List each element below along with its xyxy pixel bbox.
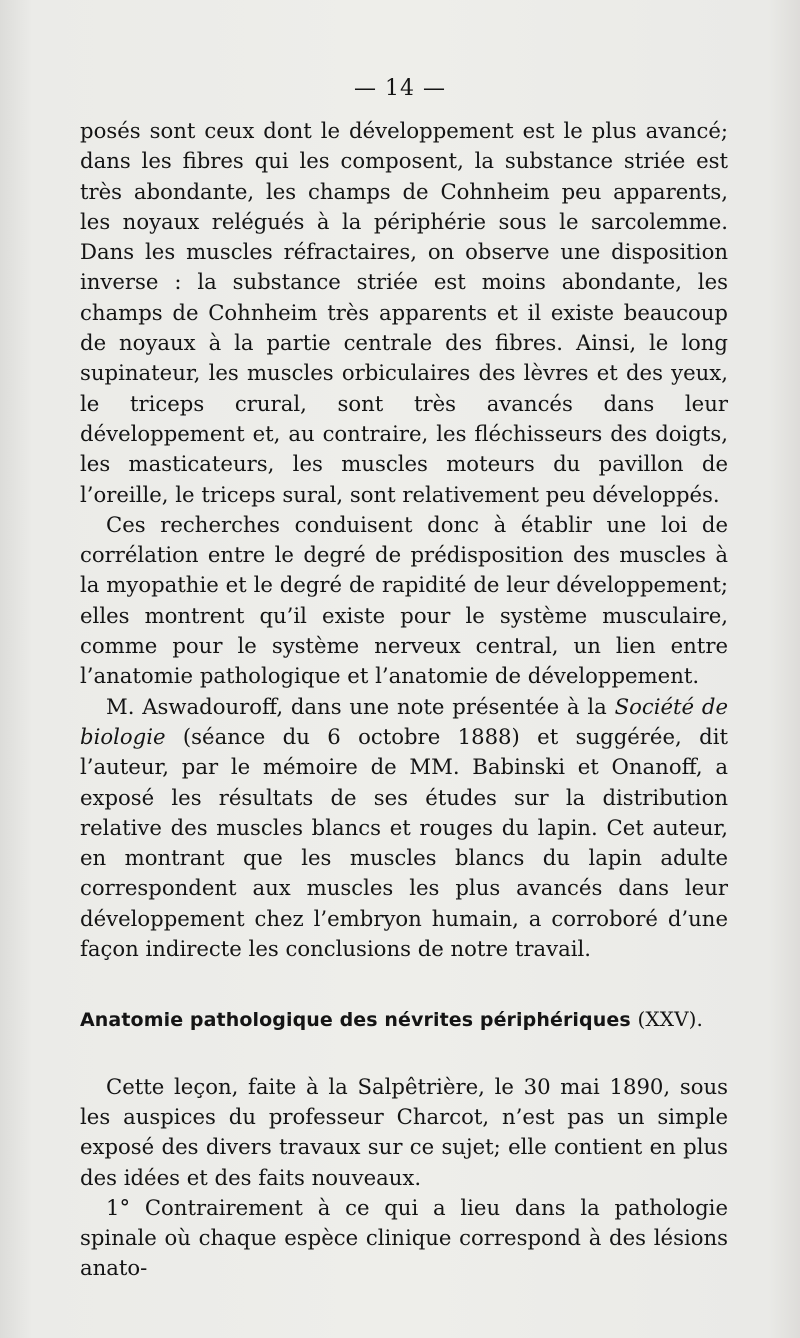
paragraph-aswadouroff [80,692,728,965]
society-name: Société de biologie [80,693,728,749]
page-number: — 14 — [354,76,446,101]
section-heading-reference: (XXV). [637,1007,703,1032]
section-heading-title: Anatomie pathologique des névrites périphériques [80,1009,631,1032]
paragraph-point-one: 1° Contrairement à ce qui a lieu dans la pathologie spinale où chaque espèce clinique correspond à des lésions anato- [80,1194,728,1281]
paragraph-aswadouroff-end: (séance du 6 octobre 1888) et suggérée, dit l’auteur, par le mémoire de MM. Babinski et Onanoff, a exposé les résultats de ses études sur la distribution relative des muscles blancs et rouges du lapin. Cet auteur, en montrant que les muscles blancs du lapin adulte correspondent aux muscles les plus avancés dans leur développement chez l’embryon humain, a corroboré d’une façon indirecte les conclusions de notre travail. [80,723,728,962]
paragraph-muscle-development: posés sont ceux dont le développement est le plus avancé; dans les fibres qui les composent, la substance striée est très abondante, les champs de Cohnheim peu apparents, les noyaux relégués à la périphérie sous le sarcolemme. Dans les muscles réfractaires, on observe une disposition inverse : la substance striée est moins abondante, les champs de Cohnheim très apparents et il existe beaucoup de noyaux à la partie centrale des fibres. Ainsi, le long supinateur, les muscles orbiculaires des lèvres et des yeux, le triceps crural, sont très avancés dans leur développement et, au contraire, les fléchisseurs des doigts, les masticateurs, les muscles moteurs du pavillon de l’oreille, le triceps sural, sont relativement peu développés. [80,118,728,507]
paragraph-correlation-law: Ces recherches conduisent donc à établir une loi de corrélation entre le degré de prédisposition des muscles à la myopathie et le degré de rapidité de leur développement; elles montrent qu’il existe pour le système musculaire, comme pour le système nerveux central, un lien entre l’anatomie pathologique et l’anatomie de développement. [80,511,728,689]
page-body [80,116,728,1284]
section-heading [80,1004,728,1035]
paragraph-aswadouroff-start: M. Aswadouroff, dans une note présentée à la [106,693,615,719]
paragraph-lecture: Cette leçon, faite à la Salpêtrière, le 30 mai 1890, sous les auspices du professeur Charcot, n’est pas un simple exposé des divers travaux sur ce sujet; elle contient en plus des idées et des faits nouveaux. [80,1073,728,1190]
